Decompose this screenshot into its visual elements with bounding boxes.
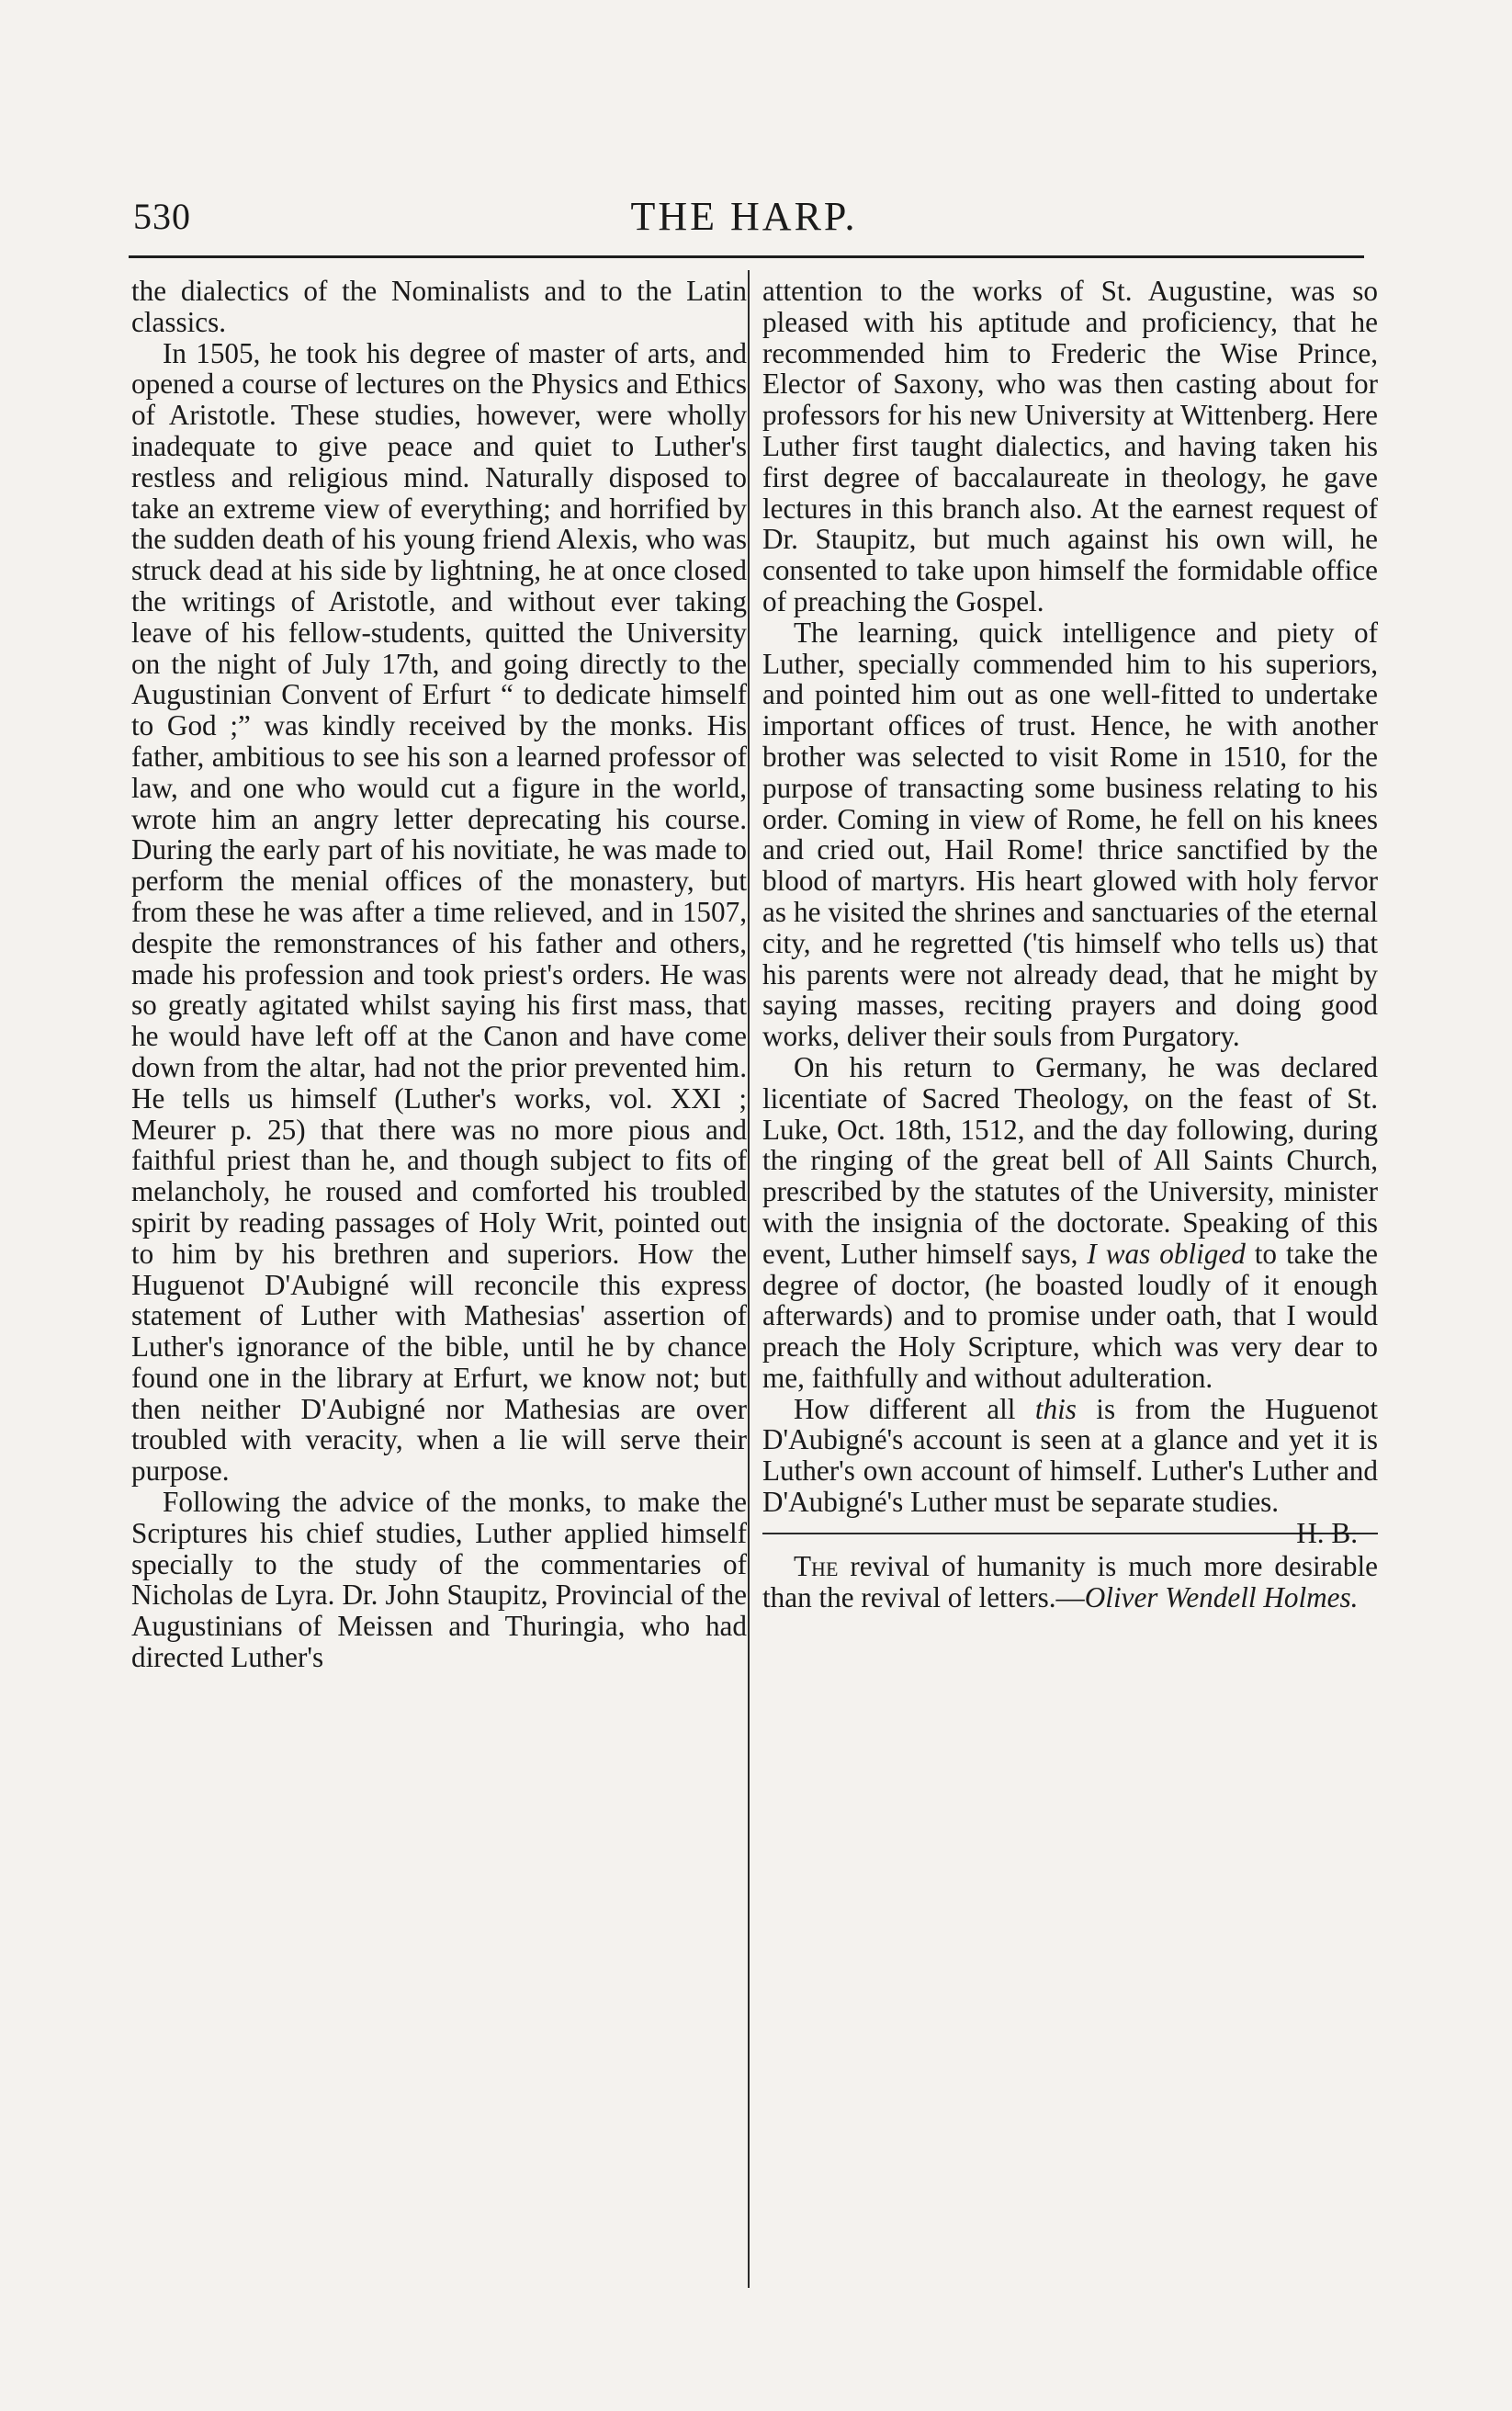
quote-lead: The — [794, 1549, 839, 1582]
text-run: is from the Huguenot D'Aubigné's account is seen at a glance and yet it is Luther's own account of himself. Luther's Luther and D'Aubigné's Luther must be separate studies. — [762, 1392, 1378, 1519]
text-run: On his return to Germany, he was declared licentiate of Sacred Theology, on the feast of St. Luke, Oct. 18th, 1512, and the day following, during the ringing of the great bell of All Saints Church, prescribed by the statutes of the University, minister with the insignia of the doctorate. Speaking of this event, Luther himself says, — [762, 1050, 1378, 1270]
italic-text: I was obliged — [1087, 1237, 1246, 1270]
quote — [762, 1551, 1378, 1613]
paragraph: the dialectics of the Nominalists and to the Latin classics. — [131, 275, 747, 338]
paragraph: In 1505, he took his degree of master of arts, and opened a course of lectures on the Physics and Ethics of Aristotle. These studies, however, were wholly inadequate to give peace and quiet to Luther's restless and religious mind. Naturally disposed to take an extreme view of everything; and horrified by the sudden death of his young friend Alexis, who was struck dead at his side by lightning, he at once closed the writings of Aristotle, and without ever taking leave of his fellow-students, quitted the University on the night of July 17th, and going directly to the Augustinian Convent of Erfurt “ to dedicate himself to God ;” was kindly received by the monks. His father, ambitious to see his son a learned professor of law, and one who would cut a figure in the world, wrote him an angry letter deprecating his course. During the early part of his novitiate, he was made to perform the menial offices of the monastery, but from these he was after a time relieved, and in 1507, despite the remonstrances of his father and others, made his profession and took priest's orders. He was so greatly agitated whilst saying his first mass, that he would have left off at the Canon and have come down from the altar, had not the prior prevented him. He tells us himself (Luther's works, vol. XXI ; Meurer p. 25) that there was no more pious and faithful priest than he, and though subject to fits of melancholy, he roused and comforted his troubled spirit by reading passages of Holy Writ, pointed out to him by his brethren and superiors. How the Huguenot D'Aubigné will reconcile this express statement of Luther with Mathesias' assertion of Luther's ignorance of the bible, until he by chance found one in the library at Erfurt, we know not; but then neither D'Aubigné nor Mathesias are over troubled with veracity, when a lie will serve their purpose. — [131, 336, 747, 1488]
paragraph — [762, 1052, 1378, 1394]
header-rule — [129, 255, 1364, 258]
paragraph: attention to the works of St. Augustine, was so pleased with his aptitude and proficiency, that he recommended him to Frederic the Wise Prince, Elector of Saxony, who was then casting about for professors for his new University at Wittenberg. Here Luther first taught dialectics, and having taken his first degree of baccalaureate in theology, he gave lectures in this branch also. At the earnest request of Dr. Staupitz, but much against his own will, he consented to take upon himself the formidable office of preaching the Gospel. — [762, 275, 1378, 617]
page-header — [129, 193, 1360, 248]
quote-attribution: Oliver Wendell Holmes. — [1084, 1580, 1359, 1613]
signature: H. B. — [1296, 1516, 1358, 1549]
text-run: How different all — [794, 1392, 1035, 1425]
italic-text: this — [1034, 1392, 1077, 1425]
column-divider — [748, 270, 750, 2288]
right-column — [762, 276, 1378, 1613]
page-number: 530 — [133, 196, 191, 237]
running-title: THE HARP. — [630, 194, 858, 239]
text-run: to take the degree of doctor, (he boasted loudly of it enough afterwards) and to promise under oath, that I would preach the Holy Scripture, which was very dear to me, faithfully and without adulteration. — [762, 1237, 1378, 1394]
paragraph: Following the advice of the monks, to make the Scriptures his chief studies, Luther applied himself specially to the study of the commentaries of Nicholas de Lyra. Dr. John Staupitz, Provincial of the Augustinians of Meissen and Thuringia, who had directed Luther's — [131, 1486, 747, 1674]
quote-text: revival of humanity is much more desirable than the revival of letters.— — [762, 1549, 1378, 1613]
paragraph — [762, 1392, 1378, 1549]
paragraph: The learning, quick intelligence and piety of Luther, specially commended him to his superiors, and pointed him out as one well-fitted to undertake important offices of trust. Hence, he with another brother was selected to visit Rome in 1510, for the purpose of transacting some business relating to his order. Coming in view of Rome, he fell on his knees and cried out, Hail Rome! thrice sanctified by the blood of martyrs. His heart glowed with holy fervor as he visited the shrines and sanctuaries of the eternal city, and he regretted ('tis himself who tells us) that his parents were not already dead, that he might by saying masses, reciting prayers and doing good works, deliver their souls from Purgatory. — [762, 616, 1378, 1053]
left-column — [131, 276, 747, 1673]
